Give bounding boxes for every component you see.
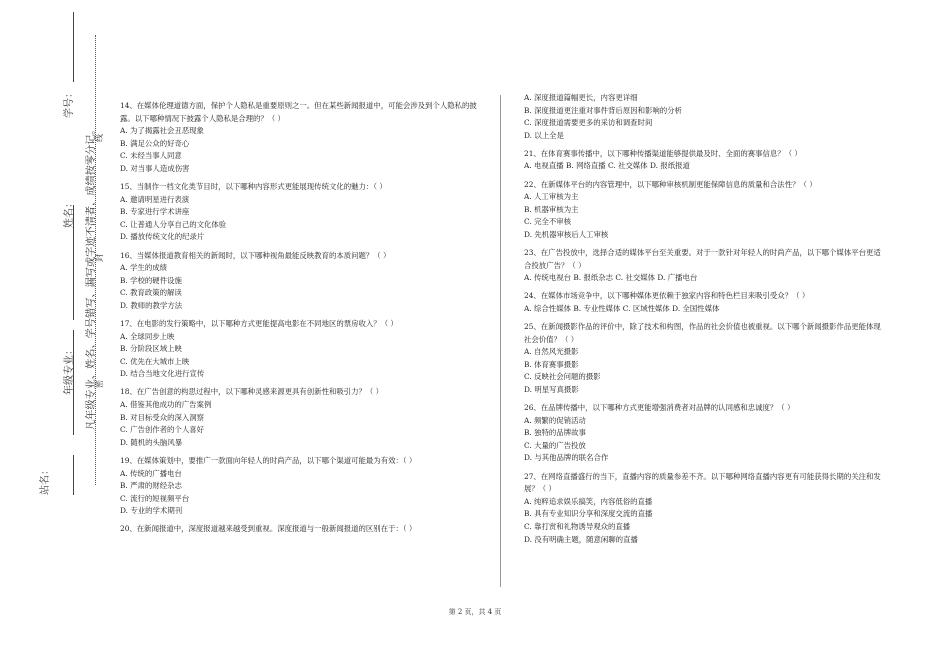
option-a: A. 纯粹追求娱乐搞笑，内容低俗的直播 — [524, 496, 653, 506]
option-d: D. 与其他品牌的联名合作 — [524, 453, 609, 463]
option-d: D. 没有明确主题，随意闲聊的直播 — [524, 534, 638, 544]
question-20-options — [524, 92, 884, 142]
option-a: A. 为了揭露社会丑恶现象 — [120, 126, 204, 136]
option-d: D. 对当事人造成伤害 — [120, 163, 190, 173]
page-footer: 第 2 页，共 4 页 — [448, 608, 502, 616]
option-b: B. 体育赛事摄影 — [524, 359, 579, 369]
question-stem: 16、当媒体报道教育相关的新闻时，以下哪种视角最能反映教育的本质问题？（ ） — [120, 250, 391, 260]
question-24 — [524, 290, 884, 315]
option-c: C. 广告创作者的个人喜好 — [120, 425, 204, 435]
options-inline: A. 电视直播 B. 网络直播 C. 社交媒体 D. 报纸报道 — [524, 161, 690, 171]
option-c: C. 靠打赏和礼物诱导观众的直播 — [524, 521, 631, 531]
option-b: B. 学校的硬件设施 — [120, 275, 182, 285]
option-a: A. 自然风光摄影 — [524, 347, 579, 357]
option-d: D. 先机器审核后人工审核 — [524, 229, 609, 239]
right-column — [524, 92, 884, 552]
option-c: C. 反映社会问题的摄影 — [524, 372, 601, 382]
option-b: B. 对目标受众的深入洞察 — [120, 412, 205, 422]
question-26 — [524, 402, 884, 465]
option-d: D. 结合当地文化进行宣传 — [120, 369, 205, 379]
question-23 — [524, 247, 884, 285]
option-b: B. 具有专业知识分享和深度交流的直播 — [524, 509, 653, 519]
option-d: D. 以上全是 — [524, 130, 564, 140]
option-c: C. 未经当事人同意 — [120, 151, 182, 161]
site-label: 站名： — [40, 465, 51, 495]
option-c: C. 完全不审核 — [524, 217, 572, 227]
question-stem: 17、在电影的发行策略中，以下哪种方式更能提高电影在不同地区的票房收入？（ ） — [120, 319, 398, 328]
option-b: B. 分阶段区域上映 — [120, 344, 182, 354]
site-underline — [73, 455, 74, 495]
option-c: C. 大量的广告投放 — [524, 440, 586, 450]
option-a: A. 频繁的促销活动 — [524, 415, 586, 425]
seal-char-xian: 线 — [95, 134, 104, 142]
question-16 — [120, 250, 480, 313]
question-18 — [120, 386, 480, 449]
option-c: C. 流行的短视频平台 — [120, 493, 190, 503]
option-b: B. 严肃的财经杂志 — [120, 481, 182, 491]
option-b: B. 深度报道更注重对事件背后原因和影响的分析 — [524, 105, 682, 115]
option-a: A. 邀请明星进行表演 — [120, 194, 190, 204]
question-20 — [120, 523, 480, 536]
seal-instruction: 凡年级专业、姓名、学号错写、漏写或字迹不清者，成绩按零分记。 — [86, 124, 97, 430]
question-stem: 14、在媒体伦理道德方面，保护个人隐私是重要原则之一。但在某些新闻报道中，可能会涉及到个人隐私的披露。以下哪种情况下披露个人隐私是合理的？（ ） — [120, 101, 477, 123]
option-c: C. 深度报道需要更多的采访和调查时间 — [524, 118, 653, 128]
question-stem: 20、在新闻报道中，深度报道越来越受到重视。深度报道与一般新闻报道的区别在于：（ ） — [120, 524, 417, 534]
question-21 — [524, 148, 884, 173]
question-15 — [120, 181, 480, 244]
seal-char-feng: 封 — [95, 254, 104, 262]
student-id-underline — [73, 12, 74, 82]
seal-char-mi: 密 — [95, 380, 104, 388]
option-c: C. 教育政策的解读 — [120, 288, 182, 298]
question-19 — [120, 455, 480, 518]
student-id-label: 学号： — [64, 88, 75, 118]
question-stem: 24、在媒体市场竞争中，以下哪种媒体更依赖于独家内容和特色栏目来吸引受众？（ ） — [524, 291, 810, 301]
question-stem: 23、在广告投放中，选择合适的媒体平台至关重要。对于一款针对年轻人的时尚产品，以下哪个媒体平台更适合投放广告？（ ） — [524, 248, 881, 270]
question-27 — [524, 471, 884, 547]
question-stem: 18、在广告创意的构思过程中，以下哪种灵感来源更具有创新性和吸引力？（ ） — [120, 387, 384, 397]
option-b: B. 机器审核为主 — [524, 204, 579, 214]
option-d: D. 播放传统文化的纪录片 — [120, 232, 205, 242]
option-c: C. 优先在大城市上映 — [120, 356, 190, 366]
name-label: 姓名： — [64, 198, 75, 228]
grade-major-label: 年级专业： — [64, 345, 75, 395]
question-stem: 15、当制作一档文化类节目时，以下哪种内容形式更能展现传统文化的魅力：（ ） — [120, 182, 387, 192]
option-a: A. 借鉴其他成功的广告案例 — [120, 400, 212, 410]
question-stem: 26、在品牌传播中，以下哪种方式更能增强消费者对品牌的认同感和忠诚度？（ ） — [524, 403, 795, 413]
question-22 — [524, 179, 884, 242]
option-d: D. 教师的教学方法 — [120, 300, 183, 310]
question-14 — [120, 100, 480, 176]
options-inline: A. 传统电视台 B. 报纸杂志 C. 社交媒体 D. 广播电台 — [524, 273, 698, 283]
option-a: A. 深度报道篇幅更长，内容更详细 — [524, 93, 638, 102]
column-divider — [500, 95, 501, 587]
question-17 — [120, 318, 480, 381]
option-b: B. 专家进行学术讲座 — [120, 207, 190, 217]
option-d: D. 随机的头脑风暴 — [120, 437, 183, 447]
option-d: D. 明星写真摄影 — [524, 384, 579, 394]
left-column — [120, 100, 480, 542]
question-stem: 19、在媒体策划中，要推广一款面向年轻人的时尚产品，以下哪个渠道可能最为有效：（ ） — [120, 455, 417, 465]
option-a: A. 传统的广播电台 — [120, 468, 182, 478]
option-a: A. 人工审核为主 — [524, 192, 579, 202]
option-d: D. 专业的学术期刊 — [120, 506, 183, 516]
question-stem: 25、在新闻摄影作品的评价中，除了技术和构图，作品的社会价值也被重视。以下哪个新闻摄影作品更能体现社会价值？（ ） — [524, 322, 881, 344]
option-a: A. 学生的成绩 — [120, 263, 167, 273]
question-stem: 22、在新媒体平台的内容管理中，以下哪种审核机制更能保障信息的质量和合法性？（ ） — [524, 179, 817, 189]
options-inline: A. 综合性媒体 B. 专业性媒体 C. 区域性媒体 D. 全国性媒体 — [524, 303, 720, 313]
question-stem: 27、在网络直播盛行的当下，直播内容的质量参差不齐。以下哪种网络直播内容更有可能获得长期的关注和发展？（ ） — [524, 471, 881, 494]
option-a: A. 全球同步上映 — [120, 331, 175, 341]
question-stem: 21、在体育赛事传播中，以下哪种传播渠道能够提供最及时、全面的赛事信息？（ ） — [524, 148, 802, 158]
option-c: C. 让普通人分享自己的文化体验 — [120, 219, 227, 229]
option-b: B. 满足公众的好奇心 — [120, 138, 190, 148]
option-b: B. 独特的品牌故事 — [524, 428, 586, 438]
question-25 — [524, 321, 884, 397]
